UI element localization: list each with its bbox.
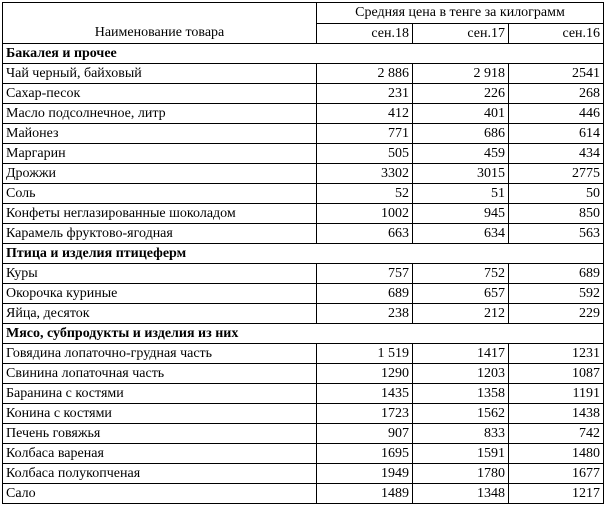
price-value: 771 [317,124,413,144]
product-name: Яйца, десяток [3,304,317,324]
year-header: сен.17 [413,24,509,44]
product-name: Карамель фруктово-ягодная [3,224,317,244]
section-title: Мясо, субпродукты и изделия из них [3,324,604,344]
price-value: 1290 [317,364,413,384]
year-header: сен.16 [509,24,604,44]
price-value: 51 [413,184,509,204]
table-row [3,84,604,104]
price-value: 1591 [413,444,509,464]
price-value: 1677 [509,464,604,484]
table-row [3,404,604,424]
price-value: 1002 [317,204,413,224]
price-value: 1435 [317,384,413,404]
product-name: Говядина лопаточно-грудная часть [3,344,317,364]
price-value: 412 [317,104,413,124]
table-row [3,424,604,444]
product-name: Маргарин [3,144,317,164]
price-value: 459 [413,144,509,164]
price-value: 663 [317,224,413,244]
price-value: 446 [509,104,604,124]
product-name: Дрожжи [3,164,317,184]
product-name: Конина с костями [3,404,317,424]
product-name: Окорочка куриные [3,284,317,304]
price-value: 1695 [317,444,413,464]
price-value: 229 [509,304,604,324]
table-row [3,224,604,244]
product-name: Сахар-песок [3,84,317,104]
price-value: 833 [413,424,509,444]
product-name: Майонез [3,124,317,144]
table-row [3,464,604,484]
price-value: 268 [509,84,604,104]
price-value: 850 [509,204,604,224]
product-name: Колбаса вареная [3,444,317,464]
price-value: 657 [413,284,509,304]
table-row [3,64,604,84]
table-row [3,144,604,164]
table-row [3,104,604,124]
table-row [3,284,604,304]
price-value: 2541 [509,64,604,84]
product-name: Куры [3,264,317,284]
price-value: 689 [317,284,413,304]
name-column-header: Наименование товара [3,3,317,44]
price-value: 742 [509,424,604,444]
price-value: 2 886 [317,64,413,84]
price-value: 592 [509,284,604,304]
section-title: Бакалея и прочее [3,44,604,64]
product-name: Печень говяжья [3,424,317,444]
price-value: 2 918 [413,64,509,84]
price-value: 614 [509,124,604,144]
price-value: 238 [317,304,413,324]
product-name: Сало [3,484,317,504]
product-name: Конфеты неглазированные шоколадом [3,204,317,224]
table-row [3,264,604,284]
table-row [3,304,604,324]
price-value: 1417 [413,344,509,364]
price-value: 52 [317,184,413,204]
table-row [3,364,604,384]
price-value: 401 [413,104,509,124]
price-table-body [3,3,604,504]
price-value: 231 [317,84,413,104]
product-name: Масло подсолнечное, литр [3,104,317,124]
price-column-header: Средняя цена в тенге за килограмм [317,3,604,24]
section-row [3,44,604,64]
table-row [3,204,604,224]
price-value: 1231 [509,344,604,364]
table-row [3,124,604,144]
price-value: 1949 [317,464,413,484]
price-value: 1191 [509,384,604,404]
table-row [3,444,604,464]
price-value: 1 519 [317,344,413,364]
price-value: 1562 [413,404,509,424]
product-name: Свинина лопаточная часть [3,364,317,384]
price-value: 1780 [413,464,509,484]
price-value: 634 [413,224,509,244]
price-value: 689 [509,264,604,284]
price-value: 1358 [413,384,509,404]
price-value: 757 [317,264,413,284]
price-value: 50 [509,184,604,204]
price-value: 434 [509,144,604,164]
header-row [3,3,604,24]
price-value: 686 [413,124,509,144]
price-value: 907 [317,424,413,444]
product-name: Баранина с костями [3,384,317,404]
table-row [3,184,604,204]
price-value: 752 [413,264,509,284]
price-value: 1723 [317,404,413,424]
table-row [3,344,604,364]
price-value: 2775 [509,164,604,184]
price-value: 1087 [509,364,604,384]
price-value: 226 [413,84,509,104]
section-row [3,324,604,344]
section-row [3,244,604,264]
price-value: 3015 [413,164,509,184]
price-value: 212 [413,304,509,324]
table-row [3,484,604,504]
price-value: 1438 [509,404,604,424]
price-value: 1203 [413,364,509,384]
year-header: сен.18 [317,24,413,44]
product-name: Колбаса полукопченая [3,464,317,484]
section-title: Птица и изделия птицеферм [3,244,604,264]
price-value: 505 [317,144,413,164]
price-value: 1480 [509,444,604,464]
table-row [3,164,604,184]
price-value: 1217 [509,484,604,504]
price-value: 1489 [317,484,413,504]
price-table [2,2,604,504]
price-value: 3302 [317,164,413,184]
product-name: Соль [3,184,317,204]
price-value: 563 [509,224,604,244]
price-value: 945 [413,204,509,224]
price-value: 1348 [413,484,509,504]
table-row [3,384,604,404]
product-name: Чай черный, байховый [3,64,317,84]
